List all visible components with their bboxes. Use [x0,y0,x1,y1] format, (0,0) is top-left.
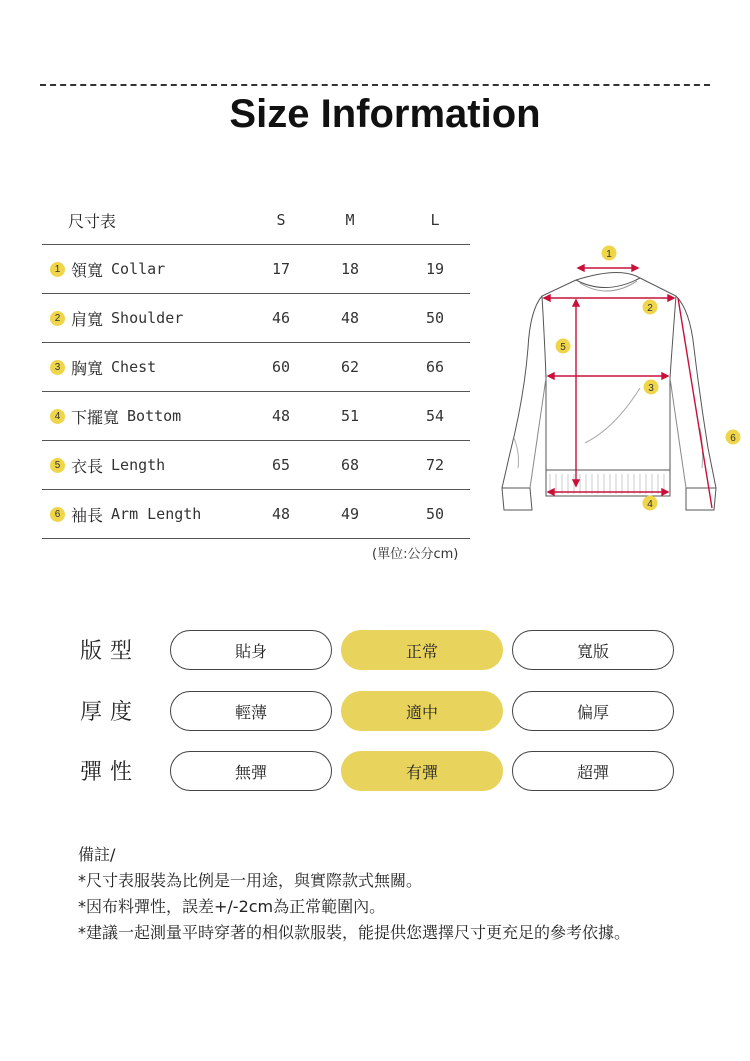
row-name [50,343,156,391]
table-row [42,294,470,343]
header-name: 尺寸表 [68,211,117,231]
row-name-zh: 肩寬 [71,309,104,329]
row-name [50,245,165,293]
row-number-badge: 1 [50,262,65,277]
note-line-1: *尺寸表服裝為比例是一用途，與實際款式無關。 [78,871,423,890]
page-title: Size Information [229,92,541,136]
header-m: M [345,211,355,229]
row-number-badge: 5 [50,458,65,473]
marker-5-label: 5 [560,342,566,353]
row-number-badge: 6 [50,507,65,522]
left-cuff [502,488,532,510]
fit-option-pill: 寬版 [512,630,674,670]
size-table-body [42,245,470,539]
arm-arrow [678,298,712,508]
table-row [42,245,470,294]
row-m-value: 68 [340,456,360,474]
row-l-value: 72 [425,456,445,474]
header-s: S [276,211,286,229]
header-l: L [430,211,440,229]
row-name-zh: 下擺寬 [71,407,120,427]
fit-option-pill: 無彈 [170,751,332,791]
notes-heading: 備註/ [78,845,116,864]
collar-outline [576,272,640,280]
row-name-en: Bottom [127,407,182,425]
fit-option-pill: 輕薄 [170,691,332,731]
row-name-en: Collar [111,260,166,278]
fit-option-pill: 有彈 [341,751,503,791]
row-number-badge: 3 [50,360,65,375]
marker-1-label: 1 [606,249,612,260]
fit-row-label: 版型 [80,639,141,664]
row-name [50,441,165,489]
row-l-value: 66 [425,358,445,376]
row-name-en: Arm Length [111,505,202,523]
row-s-value: 48 [271,407,291,425]
row-m-value: 18 [340,260,360,278]
row-s-value: 65 [271,456,291,474]
fit-row-label: 彈性 [80,760,141,785]
top-dashed-divider [40,84,710,86]
row-l-value: 50 [425,505,445,523]
marker-6-label: 6 [730,433,736,444]
fit-option-pill: 適中 [341,691,503,731]
row-l-value: 54 [425,407,445,425]
fit-option-pill: 超彈 [512,751,674,791]
row-l-value: 19 [425,260,445,278]
left-sleeve-outer [502,280,576,488]
row-name-zh: 胸寬 [71,358,104,378]
fit-option-pill: 偏厚 [512,691,674,731]
table-row [42,441,470,490]
row-name [50,294,183,342]
note-line-3: *建議一起測量平時穿著的相似款服裝，能提供您選擇尺寸更充足的參考依據。 [78,923,631,942]
row-number-badge: 2 [50,311,65,326]
row-name-en: Chest [111,358,157,376]
marker-2-label: 2 [647,303,653,314]
row-m-value: 48 [340,309,360,327]
table-row [42,343,470,392]
note-line-2: *因布料彈性，誤差+/-2cm為正常範圍內。 [78,897,386,916]
fit-row-label: 厚度 [80,700,141,725]
size-table-header [42,196,470,245]
row-s-value: 46 [271,309,291,327]
marker-3-label: 3 [648,383,654,394]
row-name-zh: 衣長 [71,456,104,476]
fit-option-pill: 貼身 [170,630,332,670]
row-name [50,490,201,538]
table-row [42,490,470,539]
row-name-zh: 領寬 [71,260,104,280]
unit-note: (單位:公分cm) [372,547,459,562]
table-row [42,392,470,441]
row-m-value: 51 [340,407,360,425]
row-name-en: Length [111,456,166,474]
row-s-value: 60 [271,358,291,376]
marker-4-label: 4 [647,499,653,510]
row-name-en: Shoulder [111,309,184,327]
size-table [42,196,470,539]
row-l-value: 50 [425,309,445,327]
fit-option-pill: 正常 [341,630,503,670]
row-m-value: 62 [340,358,360,376]
notes-section [78,842,630,946]
row-number-badge: 4 [50,409,65,424]
row-name [50,392,181,440]
row-name-zh: 袖長 [71,505,104,525]
row-m-value: 49 [340,505,360,523]
sweater-diagram [490,238,745,528]
row-s-value: 17 [271,260,291,278]
row-s-value: 48 [271,505,291,523]
